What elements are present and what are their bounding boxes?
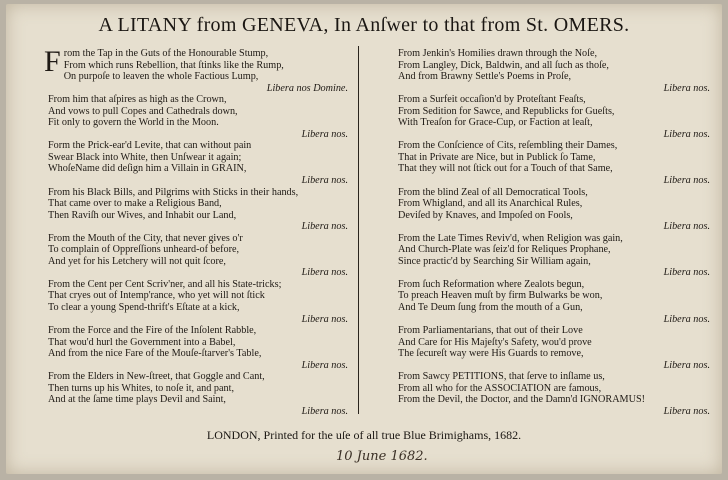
- refrain: Libera nos.: [301, 221, 348, 233]
- stanza: [398, 48, 710, 94]
- drop-cap: F: [44, 45, 61, 78]
- refrain: Libera nos.: [663, 82, 710, 94]
- verse-text: To complain of Oppreſſions unheard-of before,: [48, 244, 240, 256]
- refrain: Libera nos.: [301, 175, 348, 187]
- verse-line: [48, 279, 348, 291]
- verse-line: [398, 48, 710, 60]
- verse-text: Swear Black into White, then Unſwear it again;: [48, 151, 242, 163]
- stanza: [398, 187, 710, 233]
- refrain: Libera nos.: [301, 267, 348, 279]
- stanza: [398, 140, 710, 186]
- verse-text: And vows to pull Copes and Cathedrals down,: [48, 105, 238, 117]
- refrain: Libera nos.: [663, 267, 710, 279]
- verse-line: [398, 140, 710, 152]
- verse-line: [48, 348, 348, 360]
- verse-line: [48, 198, 348, 210]
- verse-text: From ſuch Reformation where Zealots begun,: [398, 278, 585, 290]
- stanza: [48, 187, 348, 233]
- verse-line: [48, 140, 348, 152]
- stanza: [48, 94, 348, 140]
- verse-text: From which runs Rebellion, that ſtinks like the Rump,: [63, 59, 284, 71]
- verse-text: The ſecureſt way were His Guards to remove,: [398, 348, 584, 360]
- verse-text: With Treaſon for Grace-Cup, or Faction at leaſt,: [398, 117, 593, 129]
- verse-line: [398, 394, 710, 406]
- refrain: Libera nos Domine.: [266, 82, 348, 94]
- verse-text: From the Devil, the Doctor, and the Damn'd IGNORAMUS!: [398, 394, 646, 406]
- verse-text: To preach Heaven muſt by firm Bulwarks be won,: [398, 290, 603, 302]
- stanza: [398, 279, 710, 325]
- column-divider: [358, 46, 359, 414]
- verse-line: [398, 325, 710, 337]
- verse-line: [48, 163, 348, 175]
- verse-line: [398, 60, 710, 72]
- verse-text: rom the Tap in the Guts of the Honourable Stump,: [63, 48, 269, 59]
- verse-line: [398, 117, 710, 129]
- refrain: Libera nos.: [301, 128, 348, 140]
- broadside-sheet: [6, 4, 722, 474]
- stanza: [44, 45, 348, 94]
- verse-text: Then Raviſh our Wives, and Inhabit our Land,: [48, 209, 237, 221]
- verse-text: From the Cent per Cent Scriv'ner, and all his State-tricks;: [48, 278, 282, 290]
- verse-text: That they will not ſtick out for a Touch of that Same,: [398, 163, 613, 175]
- verse-text: From him that aſpires as high as the Crown,: [48, 94, 227, 106]
- verse-text: Then turns up his Whites, to noſe it, and pant,: [48, 382, 234, 394]
- verse-text: From Sawcy PETITIONS, that ſerve to inſlame us,: [398, 371, 605, 383]
- verse-line: [48, 244, 348, 256]
- verse-line: [48, 94, 348, 106]
- verse-text: Since practic'd by Searching Sir William again,: [398, 255, 591, 267]
- verse-line: [398, 279, 710, 291]
- verse-line: [398, 302, 710, 314]
- verse-text: Form the Prick-ear'd Levite, that can without pain: [48, 140, 252, 152]
- verse-text: From the Mouth of the City, that never gives o'r: [48, 232, 243, 244]
- verse-text: On purpoſe to leaven the whole Factious Lump,: [63, 71, 259, 83]
- refrain: Libera nos.: [301, 405, 348, 417]
- left-column: [44, 45, 348, 418]
- verse-text: Deviſed by Knaves, and Impoſed on Fools,: [398, 209, 573, 221]
- refrain: Libera nos.: [663, 405, 710, 417]
- stanza: [48, 140, 348, 186]
- refrain: Libera nos.: [663, 128, 710, 140]
- verse-line: [398, 210, 710, 222]
- stanza: [398, 325, 710, 371]
- verse-line: [398, 383, 710, 395]
- verse-line: [48, 106, 348, 118]
- verse-line: [398, 106, 710, 118]
- verse-text: And from Brawny Settle's Poems in Proſe,: [398, 71, 572, 83]
- verse-text: WhoſeName did deſign him a Villain in GRAIN,: [48, 163, 247, 175]
- verse-line: [48, 394, 348, 406]
- verse-line: [48, 383, 348, 395]
- verse-text: That came over to make a Religious Band,: [48, 198, 222, 210]
- right-column: [398, 48, 710, 418]
- stanza: [48, 325, 348, 371]
- verse-line: [48, 325, 348, 337]
- verse-line: [48, 256, 348, 268]
- verse-line: [398, 348, 710, 360]
- verse-line: [398, 244, 710, 256]
- verse-text: And Te Deum ſung from the mouth of a Gun,: [398, 302, 583, 314]
- verse-line: [48, 210, 348, 222]
- verse-text: And at the ſame time plays Devil and Saint,: [48, 394, 226, 406]
- verse-text: And Care for His Majeſty's Safety, wou'd prove: [398, 336, 592, 348]
- verse-line: [398, 94, 710, 106]
- verse-line: [398, 371, 710, 383]
- verse-text: From the Conſcience of Cits, reſembling their Dames,: [398, 140, 618, 152]
- verse-line: [398, 337, 710, 349]
- imprint: LONDON, Printed for the uſe of all true Blue Brimighams, 1682.: [206, 428, 522, 442]
- verse-text: From Langley, Dick, Baldwin, and all ſuch as thoſe,: [398, 59, 609, 71]
- verse-line: [398, 290, 710, 302]
- verse-line: [398, 163, 710, 175]
- verse-text: And Church-Plate was ſeiz'd for Reliques Prophane,: [398, 244, 611, 256]
- verse-line: [48, 302, 348, 314]
- verse-text: From his Black Bills, and Pilgrims with Sticks in their hands,: [48, 186, 299, 198]
- verse-text: And yet for his Letchery will not quit ſcore,: [48, 255, 226, 267]
- refrain: Libera nos.: [301, 359, 348, 371]
- verse-line: [48, 60, 348, 72]
- stanza: [48, 279, 348, 325]
- verse-line: [398, 233, 710, 245]
- stanza: [48, 371, 348, 417]
- verse-text: From the blind Zeal of all Democratical Tools,: [398, 186, 588, 198]
- verse-line: [48, 71, 348, 83]
- verse-text: From Jenkin's Homilies drawn through the Noſe,: [398, 48, 598, 59]
- refrain: Libera nos.: [301, 313, 348, 325]
- verse-line: [48, 152, 348, 164]
- verse-text: From all who for the ASSOCIATION are famous,: [398, 382, 602, 394]
- verse-text: From the Force and the Fire of the Inſolent Rabble,: [48, 325, 257, 337]
- handwritten-date: 10 June 1682.: [336, 449, 428, 464]
- verse-text: From Sedition for Sawce, and Republicks for Gueſts,: [398, 105, 615, 117]
- stanza: [398, 233, 710, 279]
- verse-line: [48, 337, 348, 349]
- verse-text: To clear a young Spend-thrift's Eſtate at a kick,: [48, 302, 240, 314]
- page-title: A LITANY from GENEVA, In Anſwer to that from St. OMERS.: [98, 14, 630, 36]
- verse-text: From the Elders in New-ſtreet, that Goggle and Cant,: [48, 371, 265, 383]
- verse-line: [398, 198, 710, 210]
- stanza: [398, 371, 710, 417]
- verse-text: That cryes out of Intemp'rance, who yet will not ſtick: [48, 290, 265, 302]
- refrain: Libera nos.: [663, 359, 710, 371]
- verse-line: [48, 371, 348, 383]
- stanza: [48, 233, 348, 279]
- verse-text: Fit only to govern the World in the Moon.: [48, 117, 219, 129]
- refrain: Libera nos.: [663, 221, 710, 233]
- verse-text: That wou'd hurl the Government into a Babel,: [48, 336, 236, 348]
- verse-line: [398, 187, 710, 199]
- verse-text: From Parliamentarians, that out of their Love: [398, 325, 583, 337]
- verse-line: [48, 233, 348, 245]
- stanza: [398, 94, 710, 140]
- verse-text: From Whigland, and all its Anarchical Rules,: [398, 198, 583, 210]
- refrain: Libera nos.: [663, 175, 710, 187]
- verse-line: [48, 290, 348, 302]
- verse-line: [398, 152, 710, 164]
- verse-line: [48, 187, 348, 199]
- verse-line: [48, 117, 348, 129]
- refrain: Libera nos.: [663, 313, 710, 325]
- verse-line: [398, 256, 710, 268]
- verse-text: From a Surfeit occaſion'd by Proteſtant Feaſts,: [398, 94, 586, 106]
- verse-text: That in Private are Nice, but in Publick ſo Tame,: [398, 151, 596, 163]
- verse-line: [398, 71, 710, 83]
- verse-text: From the Late Times Reviv'd, when Religion was gain,: [398, 232, 623, 244]
- verse-text: And from the nice Fare of the Mouſe-ſtarver's Table,: [48, 348, 262, 360]
